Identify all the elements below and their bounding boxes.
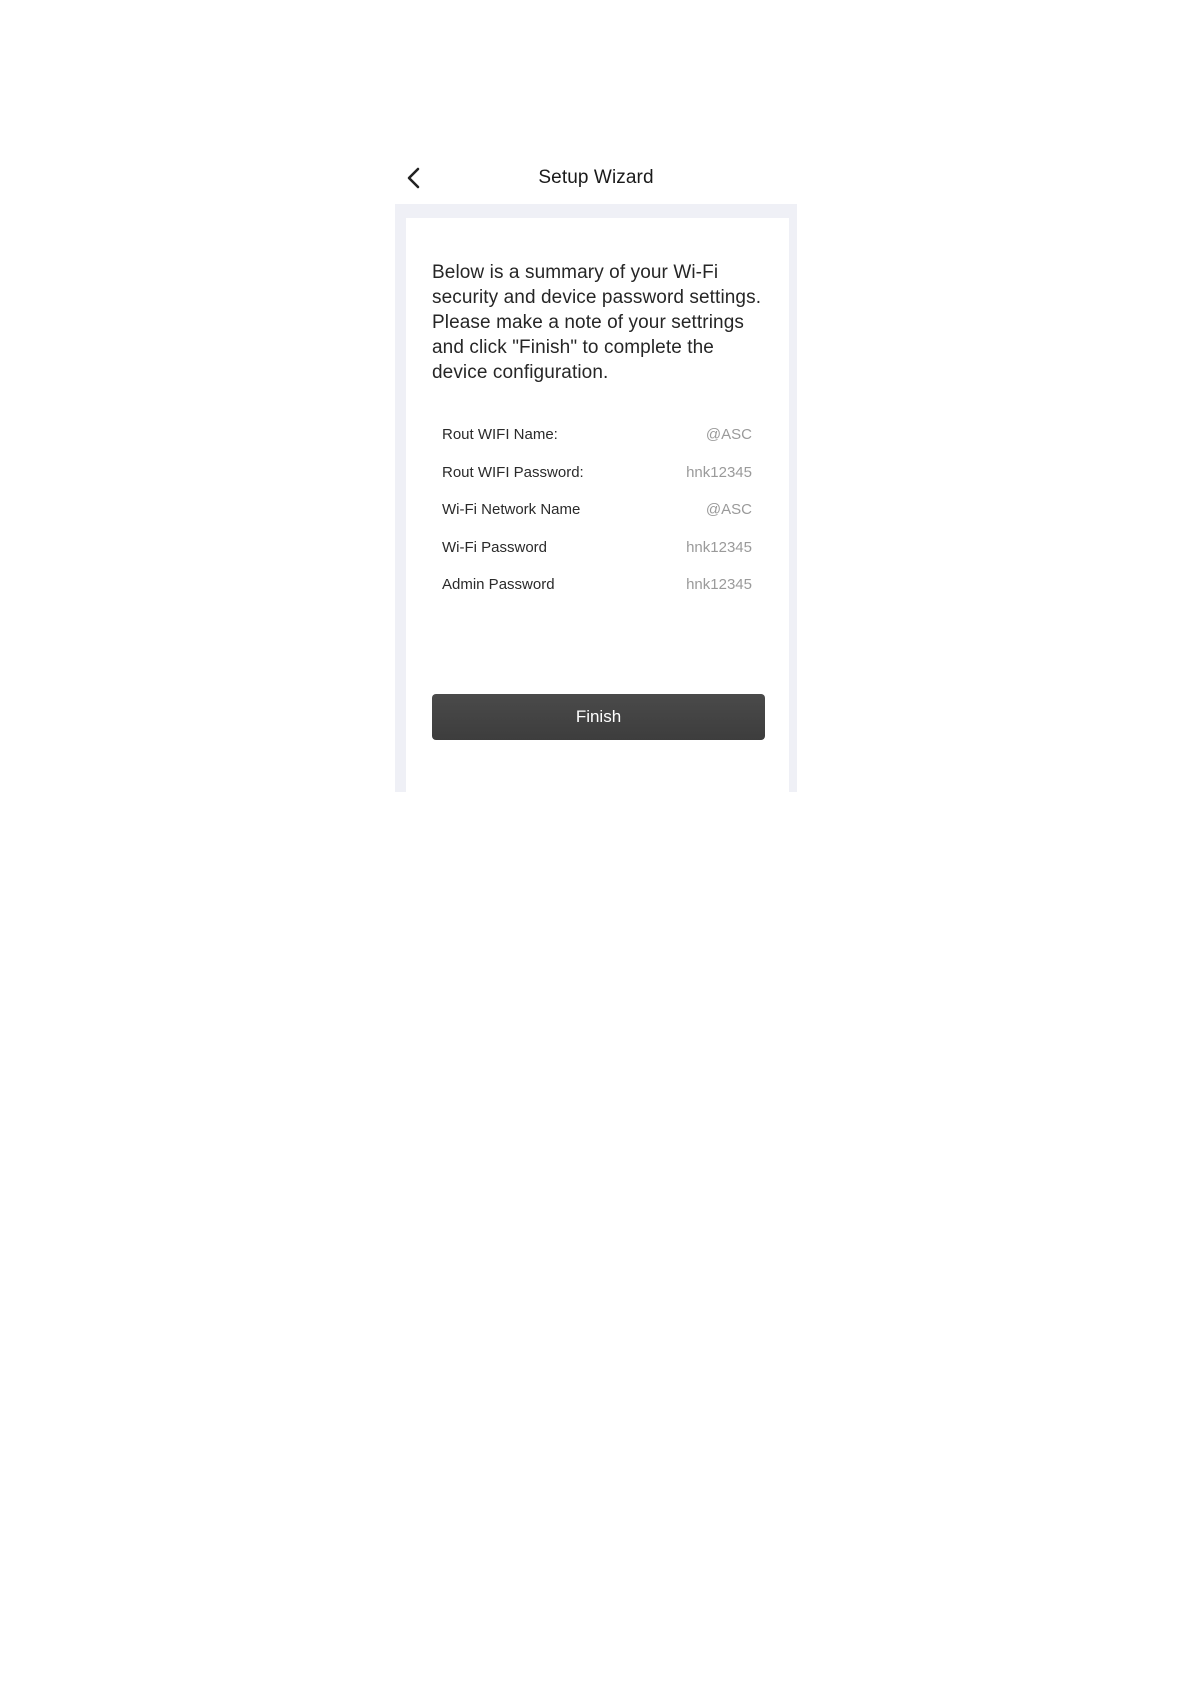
settings-row-rout-wifi-password (442, 454, 752, 492)
settings-row-rout-wifi-name (442, 416, 752, 454)
settings-value: hnk12345 (686, 576, 752, 594)
settings-row-wifi-password (442, 529, 752, 567)
nav-bar (395, 150, 797, 204)
content-area (395, 204, 797, 792)
finish-button[interactable]: Finish (432, 694, 765, 740)
settings-row-wifi-network-name (442, 491, 752, 529)
setup-wizard-screen (395, 150, 797, 792)
summary-text: Below is a summary of your Wi-Fi security and device password settings. Please make a note of your settrings and click "Finish" to complete the device configuration. (432, 262, 762, 383)
settings-label: Wi-Fi Network Name (442, 501, 581, 519)
page-title: Setup Wizard (538, 167, 654, 188)
settings-label: Rout WIFI Name: (442, 426, 558, 444)
settings-list (442, 416, 752, 604)
settings-value: hnk12345 (686, 463, 752, 481)
settings-label: Rout WIFI Password: (442, 463, 584, 481)
settings-value: @ASC (705, 426, 752, 444)
settings-value: hnk12345 (686, 538, 752, 556)
settings-row-admin-password (442, 566, 752, 604)
settings-label: Wi-Fi Password (442, 538, 548, 556)
settings-value: @ASC (705, 501, 752, 519)
settings-label: Admin Password (442, 576, 555, 594)
summary-card (406, 218, 789, 792)
